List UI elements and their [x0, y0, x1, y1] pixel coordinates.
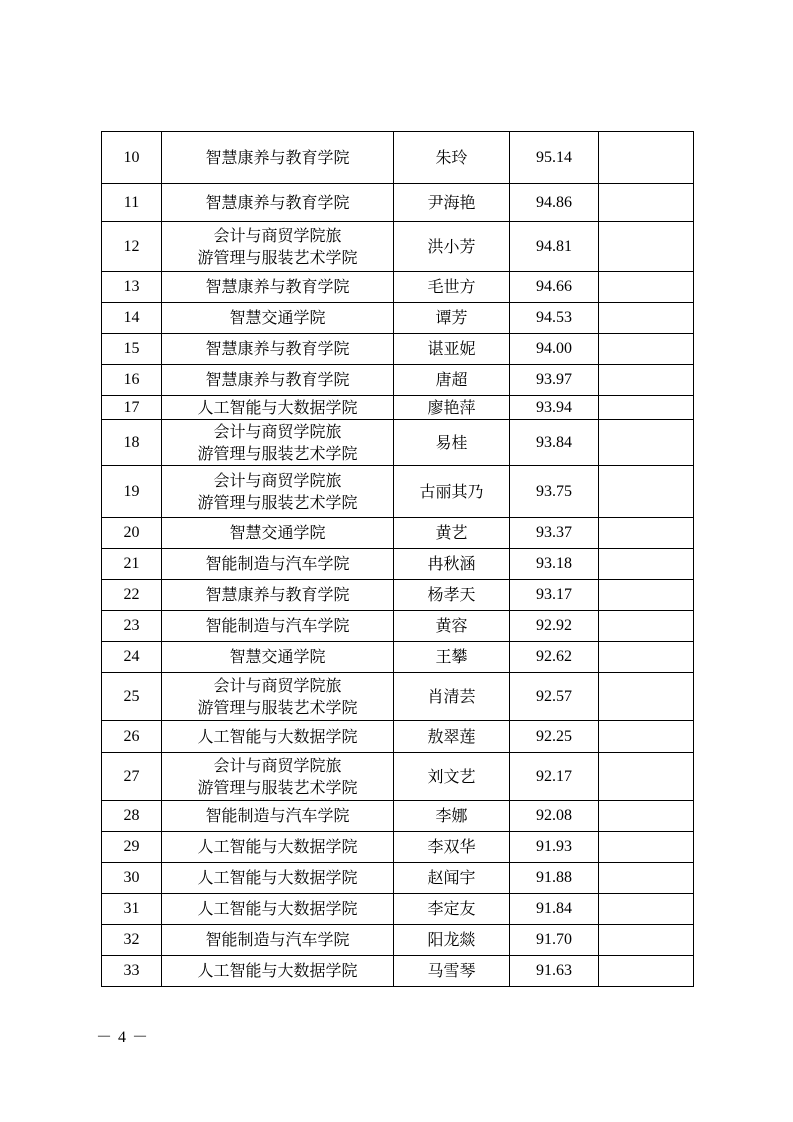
college-line: 游管理与服装艺术学院 — [197, 443, 358, 463]
name-cell: 刘文艺 — [394, 753, 510, 801]
remark-cell — [599, 673, 694, 721]
score-cell: 94.00 — [510, 334, 599, 365]
table-row — [102, 611, 694, 642]
row-number-cell: 19 — [102, 466, 162, 518]
college-line: 游管理与服装艺术学院 — [197, 777, 358, 797]
college-cell — [162, 334, 394, 365]
college-line: 智慧康养与教育学院 — [205, 339, 350, 358]
row-number-cell: 33 — [102, 956, 162, 987]
score-cell: 91.70 — [510, 925, 599, 956]
college-cell — [162, 832, 394, 863]
score-cell: 92.57 — [510, 673, 599, 721]
remark-cell — [599, 753, 694, 801]
college-line: 智慧康养与教育学院 — [205, 277, 350, 296]
name-cell: 谭芳 — [394, 303, 510, 334]
name-cell: 黄艺 — [394, 518, 510, 549]
remark-cell — [599, 801, 694, 832]
table-row — [102, 925, 694, 956]
table-row — [102, 420, 694, 466]
college-cell — [162, 549, 394, 580]
remark-cell — [599, 334, 694, 365]
remark-cell — [599, 396, 694, 420]
college-cell — [162, 272, 394, 303]
row-number-cell: 30 — [102, 863, 162, 894]
score-cell: 94.86 — [510, 184, 599, 222]
name-cell: 洪小芳 — [394, 222, 510, 272]
college-cell — [162, 222, 394, 272]
remark-cell — [599, 365, 694, 396]
score-cell: 95.14 — [510, 132, 599, 184]
remark-cell — [599, 832, 694, 863]
college-cell — [162, 611, 394, 642]
name-cell: 阳龙燚 — [394, 925, 510, 956]
table-row — [102, 334, 694, 365]
table-row — [102, 894, 694, 925]
row-number-cell: 10 — [102, 132, 162, 184]
name-cell: 马雪琴 — [394, 956, 510, 987]
college-cell — [162, 184, 394, 222]
row-number-cell: 26 — [102, 721, 162, 753]
remark-cell — [599, 132, 694, 184]
row-number-cell: 11 — [102, 184, 162, 222]
name-cell: 杨孝天 — [394, 580, 510, 611]
college-line: 人工智能与大数据学院 — [197, 961, 358, 980]
score-cell: 93.97 — [510, 365, 599, 396]
college-line: 智慧交通学院 — [229, 647, 326, 666]
name-cell: 敖翠莲 — [394, 721, 510, 753]
remark-cell — [599, 925, 694, 956]
remark-cell — [599, 580, 694, 611]
name-cell: 赵闻宇 — [394, 863, 510, 894]
name-cell: 李娜 — [394, 801, 510, 832]
name-cell: 朱玲 — [394, 132, 510, 184]
college-cell — [162, 863, 394, 894]
remark-cell — [599, 518, 694, 549]
college-cell — [162, 673, 394, 721]
college-cell — [162, 132, 394, 184]
row-number-cell: 15 — [102, 334, 162, 365]
row-number-cell: 22 — [102, 580, 162, 611]
row-number-cell: 17 — [102, 396, 162, 420]
table-row — [102, 863, 694, 894]
row-number-cell: 20 — [102, 518, 162, 549]
score-cell: 93.17 — [510, 580, 599, 611]
college-line: 智慧交通学院 — [229, 523, 326, 542]
college-cell — [162, 642, 394, 673]
score-cell: 93.37 — [510, 518, 599, 549]
table-row — [102, 956, 694, 987]
remark-cell — [599, 642, 694, 673]
college-cell — [162, 466, 394, 518]
college-cell — [162, 894, 394, 925]
college-line: 会计与商贸学院旅 — [213, 470, 342, 490]
score-cell: 94.66 — [510, 272, 599, 303]
college-line: 会计与商贸学院旅 — [213, 675, 342, 695]
row-number-cell: 28 — [102, 801, 162, 832]
table-row — [102, 365, 694, 396]
name-cell: 李双华 — [394, 832, 510, 863]
row-number-cell: 32 — [102, 925, 162, 956]
score-cell: 94.81 — [510, 222, 599, 272]
remark-cell — [599, 272, 694, 303]
score-cell: 92.08 — [510, 801, 599, 832]
name-cell: 毛世方 — [394, 272, 510, 303]
college-line: 会计与商贸学院旅 — [213, 421, 342, 441]
college-cell — [162, 925, 394, 956]
row-number-cell: 24 — [102, 642, 162, 673]
college-cell — [162, 303, 394, 334]
name-cell: 古丽其乃 — [394, 466, 510, 518]
table-row — [102, 642, 694, 673]
college-line: 游管理与服装艺术学院 — [197, 697, 358, 717]
table-row — [102, 580, 694, 611]
name-cell: 唐超 — [394, 365, 510, 396]
score-cell: 92.92 — [510, 611, 599, 642]
remark-cell — [599, 184, 694, 222]
ranking-table-body — [102, 132, 694, 987]
college-line: 智慧康养与教育学院 — [205, 192, 350, 212]
name-cell: 谌亚妮 — [394, 334, 510, 365]
college-line: 智能制造与汽车学院 — [205, 930, 350, 949]
score-cell: 91.93 — [510, 832, 599, 863]
college-cell — [162, 518, 394, 549]
score-cell: 93.94 — [510, 396, 599, 420]
table-row — [102, 184, 694, 222]
college-cell — [162, 721, 394, 753]
college-cell — [162, 801, 394, 832]
college-line: 智慧交通学院 — [229, 308, 326, 327]
score-cell: 91.84 — [510, 894, 599, 925]
row-number-cell: 18 — [102, 420, 162, 466]
college-line: 人工智能与大数据学院 — [197, 397, 358, 417]
table-row — [102, 466, 694, 518]
college-line: 智能制造与汽车学院 — [205, 616, 350, 635]
name-cell: 黄容 — [394, 611, 510, 642]
ranking-table — [101, 131, 694, 987]
college-line: 人工智能与大数据学院 — [197, 726, 358, 746]
college-line: 人工智能与大数据学院 — [197, 837, 358, 856]
name-cell: 肖清芸 — [394, 673, 510, 721]
remark-cell — [599, 549, 694, 580]
row-number-cell: 27 — [102, 753, 162, 801]
row-number-cell: 23 — [102, 611, 162, 642]
row-number-cell: 21 — [102, 549, 162, 580]
name-cell: 廖艳萍 — [394, 396, 510, 420]
college-cell — [162, 753, 394, 801]
score-cell: 92.25 — [510, 721, 599, 753]
score-cell: 92.17 — [510, 753, 599, 801]
page-number: － 4 － — [96, 1029, 150, 1046]
table-row — [102, 801, 694, 832]
table-row — [102, 396, 694, 420]
table-row — [102, 222, 694, 272]
row-number-cell: 25 — [102, 673, 162, 721]
table-row — [102, 673, 694, 721]
college-line: 会计与商贸学院旅 — [213, 755, 342, 775]
score-cell: 91.63 — [510, 956, 599, 987]
college-line: 游管理与服装艺术学院 — [197, 247, 358, 267]
row-number-cell: 29 — [102, 832, 162, 863]
score-cell: 94.53 — [510, 303, 599, 334]
college-cell — [162, 580, 394, 611]
remark-cell — [599, 611, 694, 642]
remark-cell — [599, 894, 694, 925]
college-line: 智慧康养与教育学院 — [205, 585, 350, 604]
row-number-cell: 16 — [102, 365, 162, 396]
college-cell — [162, 396, 394, 420]
table-row — [102, 753, 694, 801]
row-number-cell: 31 — [102, 894, 162, 925]
college-line: 人工智能与大数据学院 — [197, 899, 358, 918]
college-line: 智慧康养与教育学院 — [205, 147, 350, 167]
score-cell: 93.84 — [510, 420, 599, 466]
score-cell: 93.75 — [510, 466, 599, 518]
table-row — [102, 272, 694, 303]
score-cell: 92.62 — [510, 642, 599, 673]
table-row — [102, 721, 694, 753]
name-cell: 易桂 — [394, 420, 510, 466]
table-row — [102, 518, 694, 549]
college-line: 智慧康养与教育学院 — [205, 370, 350, 389]
college-cell — [162, 365, 394, 396]
remark-cell — [599, 420, 694, 466]
row-number-cell: 14 — [102, 303, 162, 334]
name-cell: 李定友 — [394, 894, 510, 925]
table-row — [102, 303, 694, 334]
name-cell: 尹海艳 — [394, 184, 510, 222]
remark-cell — [599, 721, 694, 753]
remark-cell — [599, 222, 694, 272]
college-line: 会计与商贸学院旅 — [213, 225, 342, 245]
college-line: 人工智能与大数据学院 — [197, 868, 358, 887]
table-row — [102, 549, 694, 580]
remark-cell — [599, 956, 694, 987]
table-row — [102, 132, 694, 184]
name-cell: 冉秋涵 — [394, 549, 510, 580]
score-cell: 93.18 — [510, 549, 599, 580]
remark-cell — [599, 466, 694, 518]
college-line: 智能制造与汽车学院 — [205, 806, 350, 825]
row-number-cell: 13 — [102, 272, 162, 303]
college-cell — [162, 420, 394, 466]
score-cell: 91.88 — [510, 863, 599, 894]
name-cell: 王攀 — [394, 642, 510, 673]
college-line: 智能制造与汽车学院 — [205, 554, 350, 573]
college-cell — [162, 956, 394, 987]
row-number-cell: 12 — [102, 222, 162, 272]
college-line: 游管理与服装艺术学院 — [197, 492, 358, 512]
table-row — [102, 832, 694, 863]
remark-cell — [599, 863, 694, 894]
remark-cell — [599, 303, 694, 334]
